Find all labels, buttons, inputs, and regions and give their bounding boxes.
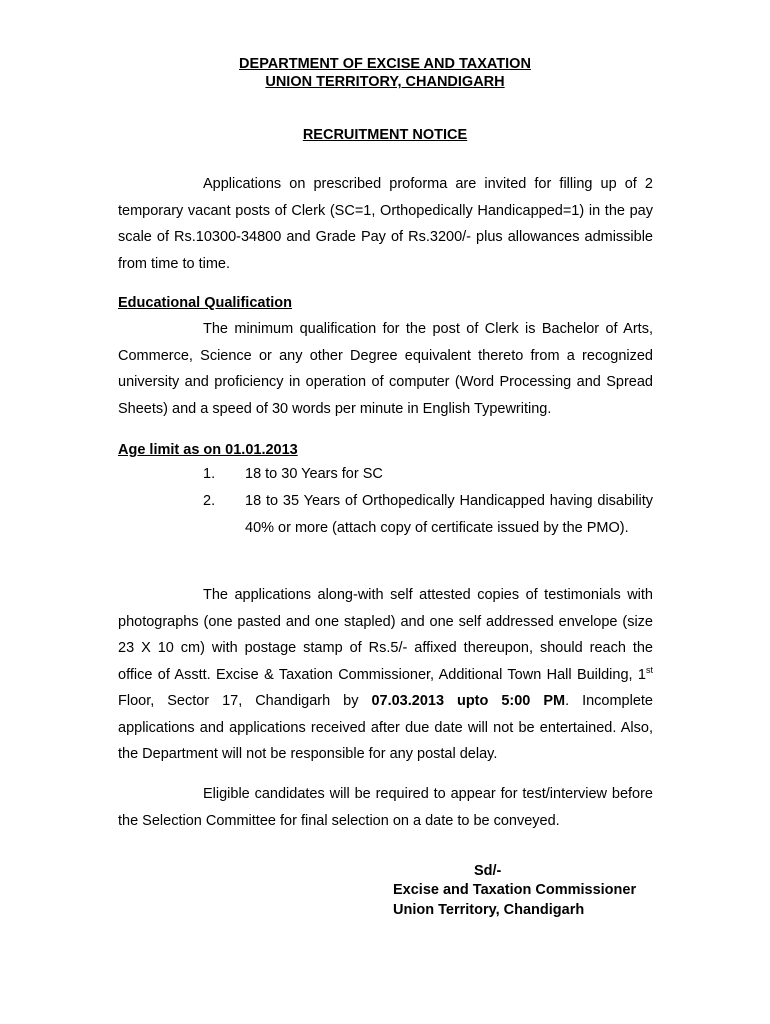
signature-sd: Sd/- xyxy=(474,863,502,879)
deadline: 07.03.2013 upto 5:00 PM xyxy=(371,693,566,709)
signatory-place: Union Territory, Chandigarh xyxy=(393,902,585,918)
territory-title: UNION TERRITORY, CHANDIGARH xyxy=(265,74,505,90)
notice-title: RECRUITMENT NOTICE xyxy=(302,127,468,143)
signatory-title: Excise and Taxation Commissioner xyxy=(393,882,637,898)
intro-text: Applications on prescribed proforma are invited for filling up of 2 temporary vacant posts of Clerk (SC=1, Orthopedically Handicapped=1) in the pay scale of Rs.10300-34800 and Grade Pay of Rs.3200/- plus allowances admissible from time to time. xyxy=(118,176,653,272)
department-title: DEPARTMENT OF EXCISE AND TAXATION xyxy=(239,56,531,72)
list-item-text: 18 to 35 Years of Orthopedically Handicapped having disability 40% or more (attach copy of certificate issued by the PMO). xyxy=(245,493,653,536)
applications-paragraph xyxy=(118,582,653,768)
list-item-text: 18 to 30 Years for SC xyxy=(245,466,383,482)
intro-paragraph xyxy=(118,171,653,277)
qualification-text: The minimum qualification for the post of Clerk is Bachelor of Arts, Commerce, Science or any other Degree equivalent thereto from a recognized university and proficiency in operation of computer (Word Processing and Spread Sheets) and a speed of 30 words per minute in English Typewriting. xyxy=(118,321,653,417)
qualification-heading: Educational Qualification xyxy=(118,295,293,311)
eligible-text: Eligible candidates will be required to appear for test/interview before the Selection Committee for final selection on a date to be conveyed. xyxy=(118,786,653,829)
applications-text-part1: The applications along-with self attested copies of testimonials with photographs (one pasted and one stapled) and one self addressed envelope (size 23 X 10 cm) with postage stamp of Rs.5/- affixed thereupon, should reach the office of Asstt. Excise & Taxation Commissioner, Additional Town Hall Building, 1 xyxy=(118,587,653,683)
list-item-number: 2. xyxy=(203,493,216,509)
ordinal-superscript: st xyxy=(645,664,653,675)
age-limit-heading: Age limit as on 01.01.2013 xyxy=(118,442,298,458)
list-item xyxy=(203,488,653,568)
list-item-number: 1. xyxy=(203,466,216,482)
list-item xyxy=(203,461,653,488)
applications-text-part2: Floor, Sector 17, Chandigarh by xyxy=(118,693,372,709)
qualification-paragraph xyxy=(118,316,653,422)
applications-text-part3: . Incomplete applications and applications received after due date will not be entertained. Also, the Department will not be responsible for any postal delay. xyxy=(118,693,653,762)
eligible-paragraph xyxy=(118,781,653,834)
